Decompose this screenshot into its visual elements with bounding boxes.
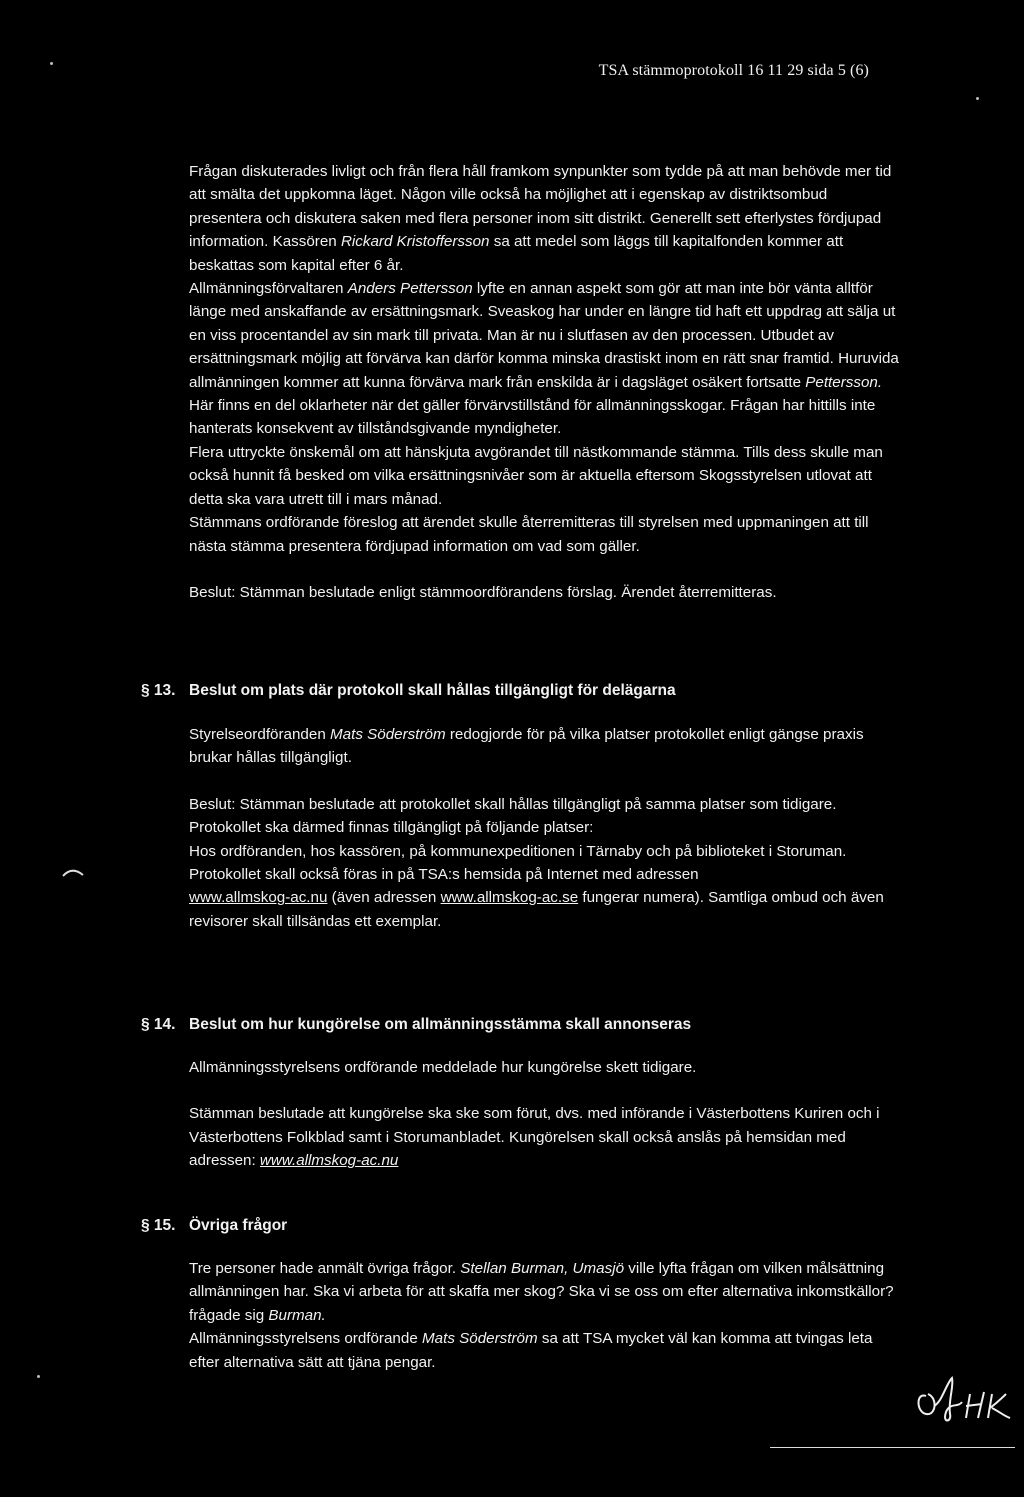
section-title: Beslut om hur kungörelse om allmänningsstämma skall annonseras bbox=[189, 1016, 692, 1033]
scan-speck bbox=[976, 97, 979, 100]
scan-speck bbox=[37, 1375, 40, 1378]
section-number: § 13. bbox=[141, 682, 176, 699]
s13-paragraph-1 bbox=[189, 723, 899, 770]
text-run: sa att TSA mycket väl kan komma att tvingas leta efter alternativa sätt att tjäna pengar. bbox=[189, 1330, 873, 1371]
text-run: Här finns en del oklarheter när det gäller förvärvstillstånd för allmänningsskogar. Frågan har hittills inte hanterats konsekvent av tillståndsgivande myndigheter. bbox=[189, 397, 876, 438]
signature-line bbox=[770, 1447, 1015, 1448]
text-run: ville lyfta frågan om vilken målsättning allmänningen har. Ska vi arbeta för att skaffa mer skog? Ska vi se oss om efter alternativa inkomstkällor? frågade sig bbox=[189, 1260, 894, 1324]
page-header: TSA stämmoprotokoll 16 11 29 sida 5 (6) bbox=[598, 62, 869, 79]
section-13-heading bbox=[141, 682, 676, 700]
s15-paragraph-2 bbox=[189, 1327, 899, 1374]
person-name: Anders Pettersson bbox=[347, 280, 473, 298]
section-14-body bbox=[189, 1056, 899, 1173]
text-run: Hos ordföranden, hos kassören, på kommunexpeditionen i Tärnaby och på biblioteket i Storuman. Protokollet skall också föras in på TSA:s hemsida på Internet med adressen bbox=[189, 842, 847, 884]
margin-mark-icon bbox=[62, 866, 84, 878]
person-name: Pettersson. bbox=[805, 373, 883, 391]
s13-decision: Beslut: Stämman beslutade att protokollet skall hållas tillgängligt på samma platser som tidigare. Protokollet ska därmed finnas tillgängligt på följande platser: bbox=[189, 795, 837, 837]
section-title: Beslut om plats där protokoll skall hållas tillgängligt för delägarna bbox=[189, 682, 676, 699]
section-14-heading bbox=[141, 1016, 691, 1034]
text-run: Tre personer hade anmält övriga frågor. bbox=[189, 1260, 461, 1277]
s15-paragraph-1 bbox=[189, 1257, 899, 1327]
text-run: fungerar numera). Samtliga ombud och även revisorer skall tillsändas ett exemplar. bbox=[189, 889, 884, 930]
intro-paragraph-3: Flera uttryckte önskemål om att hänskjuta avgörandet till nästkommande stämma. Tills dess skulle man också hunnit få besked om vilka ersättningsnivåer som är aktuella eftersom Skogsstyrelsen utlovat att detta ska vara utrett till i mars månad. bbox=[189, 443, 883, 508]
intro-paragraph-1 bbox=[189, 160, 899, 277]
intro-section bbox=[189, 160, 899, 604]
text-run: (även adressen bbox=[327, 889, 441, 907]
person-name: Burman. bbox=[268, 1306, 326, 1324]
section-number: § 15. bbox=[141, 1217, 176, 1234]
text-run: Allmänningsstyrelsens ordförande bbox=[189, 1330, 422, 1348]
spacer bbox=[189, 1079, 899, 1102]
text-run: lyfte en annan aspekt som gör att man inte bör vänta alltför länge med anskaffande av ersättningsmark. Sveaskog har under en längre tid haft ett uppdrag att sälja ut en viss procentandel av sin mark till privata. Man är nu i slutfasen av den processen. Utbudet av ersättningsmark möjlig att förvärva kan därför komma minska drastiskt inom en rätt snar framtid. Huruvida allmänningen kommer att kunna förvärva mark från enskilda är i dagsläget osäkert fortsatte bbox=[189, 280, 899, 391]
s14-paragraph-2 bbox=[189, 1102, 899, 1172]
section-number: § 14. bbox=[141, 1016, 176, 1033]
signature-initials-icon bbox=[912, 1372, 1022, 1427]
text-run: Frågan diskuterades livligt och från flera håll framkom synpunkter som tydde på att man behövde mer tid att smälta det uppkomna läget. Någon ville också ha möjlighet att i egenskap av distriktsombud presentera och diskutera saken med flera personer inom sitt distrikt. Generellt sett efterlystes fördjupad information. Kassören bbox=[189, 163, 892, 251]
website-link-alt[interactable]: www.allmskog-ac.se bbox=[440, 889, 579, 907]
section-13-body bbox=[189, 723, 899, 933]
spacer bbox=[189, 558, 899, 581]
text-run: Styrelseordföranden bbox=[189, 726, 330, 743]
text-run: Allmänningsförvaltaren bbox=[189, 280, 348, 298]
scan-speck bbox=[50, 62, 53, 65]
text-run: sa att medel som läggs till kapitalfonden kommer att beskattas som kapital efter 6 år. bbox=[189, 233, 844, 274]
website-link[interactable]: www.allmskog-ac.nu bbox=[189, 889, 328, 907]
spacer bbox=[189, 770, 899, 793]
intro-paragraph-4: Stämmans ordförande föreslog att ärendet skulle återremitteras till styrelsen med uppmaningen att till nästa stämma presentera fördjupad information om vad som gäller. bbox=[189, 514, 869, 555]
section-15-body bbox=[189, 1257, 899, 1374]
person-name: Stellan Burman, Umasjö bbox=[460, 1260, 625, 1277]
person-name: Rickard Kristoffersson bbox=[340, 233, 490, 251]
intro-decision: Beslut: Stämman beslutade enligt stämmoordförandens förslag. Ärendet återremitteras. bbox=[189, 583, 777, 601]
section-title: Övriga frågor bbox=[189, 1217, 288, 1234]
intro-paragraph-2 bbox=[189, 277, 899, 441]
s14-paragraph-1: Allmänningsstyrelsens ordförande meddelade hur kungörelse skett tidigare. bbox=[189, 1059, 697, 1076]
s13-paragraph-3 bbox=[189, 840, 899, 934]
text-run: redogjorde för på vilka platser protokollet enligt gängse praxis brukar hållas tillgängligt. bbox=[189, 726, 864, 767]
person-name: Mats Söderström bbox=[422, 1330, 538, 1348]
website-link[interactable]: www.allmskog-ac.nu bbox=[259, 1152, 399, 1170]
person-name: Mats Söderström bbox=[330, 726, 446, 743]
section-15-heading bbox=[141, 1217, 287, 1235]
text-run: Stämman beslutade att kungörelse ska ske som förut, dvs. med införande i Västerbottens Kuriren och i Västerbottens Folkblad samt i Storumanbladet. Kungörelsen skall också anslås på hemsidan med adressen: bbox=[189, 1105, 880, 1170]
